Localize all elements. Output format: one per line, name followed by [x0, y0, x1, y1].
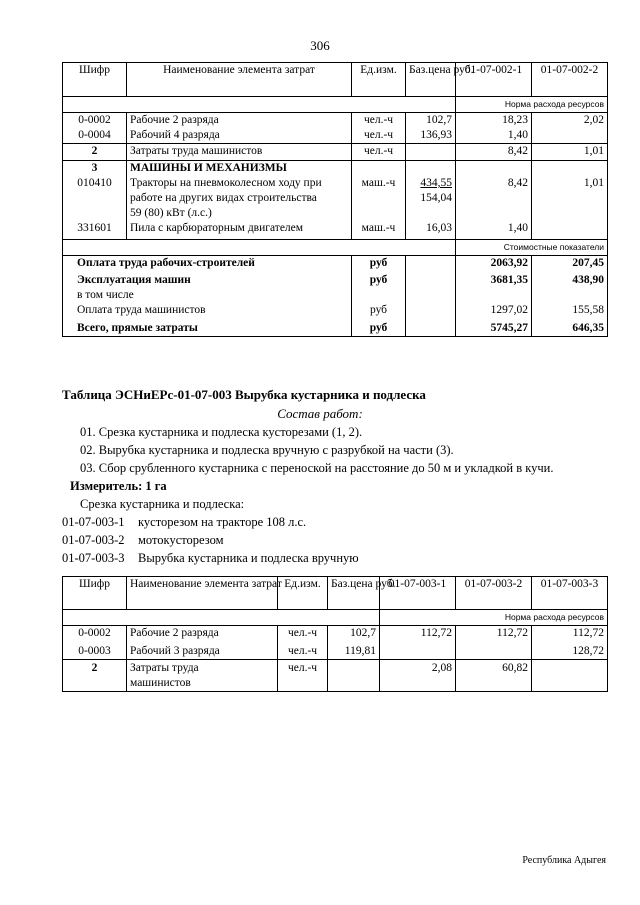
variant-text: Вырубка кустарника и подлеска вручную — [138, 551, 359, 565]
header-name: Наименование элемента затрат — [127, 577, 278, 610]
footer-region: Республика Адыгея — [522, 855, 606, 866]
header-code: Шифр — [63, 577, 127, 610]
table-row: 2 Затраты труда машинистов чел.-ч 2,08 60,82 — [63, 659, 608, 691]
table-row: 0-0002 Рабочие 2 разряда чел.-ч 102,7 18,23 2,02 — [63, 113, 608, 129]
header-col-2: 01-07-002-2 — [532, 63, 608, 97]
header-col-1: 01-07-003-1 — [380, 577, 456, 610]
header-base-price: Баз.цена руб. — [406, 63, 456, 97]
measure-unit: Измеритель: 1 га — [70, 479, 167, 493]
variant-code: 01-07-003-2 — [62, 533, 125, 547]
band-norm: Норма расхода ресурсов — [380, 610, 608, 626]
resource-table-2 — [62, 576, 608, 692]
table-row: 0-0004 Рабочий 4 разряда чел.-ч 136,93 1,40 — [63, 128, 608, 144]
table-row: 010410 Тракторы на пневмоколесном ходу при работе на других видах строительства 59 (80) кВт (л.с.) маш.-ч 434,55 154,04 8,42 1,01 — [63, 176, 608, 221]
table-row: Оплата труда рабочих-строителей руб 2063,92 207,45 — [63, 255, 608, 273]
header-base-price: Баз.цена руб. — [328, 577, 380, 610]
header-col-3: 01-07-003-3 — [532, 577, 608, 610]
resource-table-1 — [62, 62, 608, 337]
table-row: Всего, прямые затраты руб 5745,27 646,35 — [63, 321, 608, 337]
work-item: 03. Сбор срубленного кустарника с переноской на расстояние до 50 м и укладкой в кучи. — [80, 461, 554, 475]
table-row: 0-0003 Рабочий 3 разряда чел.-ч 119,81 128,72 — [63, 644, 608, 660]
band-cost: Стоимостные показатели — [456, 239, 608, 255]
work-item: 01. Срезка кустарника и подлеска кусторезами (1, 2). — [80, 425, 363, 439]
variant-code: 01-07-003-1 — [62, 515, 125, 529]
header-unit: Ед.изм. — [278, 577, 328, 610]
table-row: 0-0002 Рабочие 2 разряда чел.-ч 102,7 112,72 112,72 112,72 — [63, 626, 608, 644]
work-item: 02. Вырубка кустарника и подлеска вручную с разрубкой на части (3). — [80, 443, 454, 457]
work-composition-title: Состав работ: — [277, 406, 363, 421]
section-title: Таблица ЭСНиЕРс-01-07-003 Вырубка кустарника и подлеска — [62, 387, 426, 402]
table-row: 2 Затраты труда машинистов чел.-ч 8,42 1,01 — [63, 144, 608, 161]
variant-text: кусторезом на тракторе 108 л.с. — [138, 515, 307, 529]
table-row: Оплата труда машинистов руб 1297,02 155,58 — [63, 303, 608, 321]
measure-description: Срезка кустарника и подлеска: — [80, 497, 245, 511]
variant-code: 01-07-003-3 — [62, 551, 125, 565]
table-row: Эксплуатация машин руб 3681,35 438,90 — [63, 273, 608, 288]
header-name: Наименование элемента затрат — [127, 63, 352, 97]
variant-text: мотокусторезом — [138, 533, 224, 547]
table-row: 331601 Пила с карбюраторным двигателем маш.-ч 16,03 1,40 — [63, 221, 608, 239]
header-code: Шифр — [63, 63, 127, 97]
page-number: 306 — [310, 38, 330, 53]
header-unit: Ед.изм. — [352, 63, 406, 97]
header-col-1: 01-07-002-1 — [456, 63, 532, 97]
header-col-2: 01-07-003-2 — [456, 577, 532, 610]
table-row: 3 МАШИНЫ И МЕХАНИЗМЫ — [63, 161, 608, 177]
band-norm: Норма расхода ресурсов — [456, 97, 608, 113]
table-row: в том числе — [63, 288, 608, 303]
